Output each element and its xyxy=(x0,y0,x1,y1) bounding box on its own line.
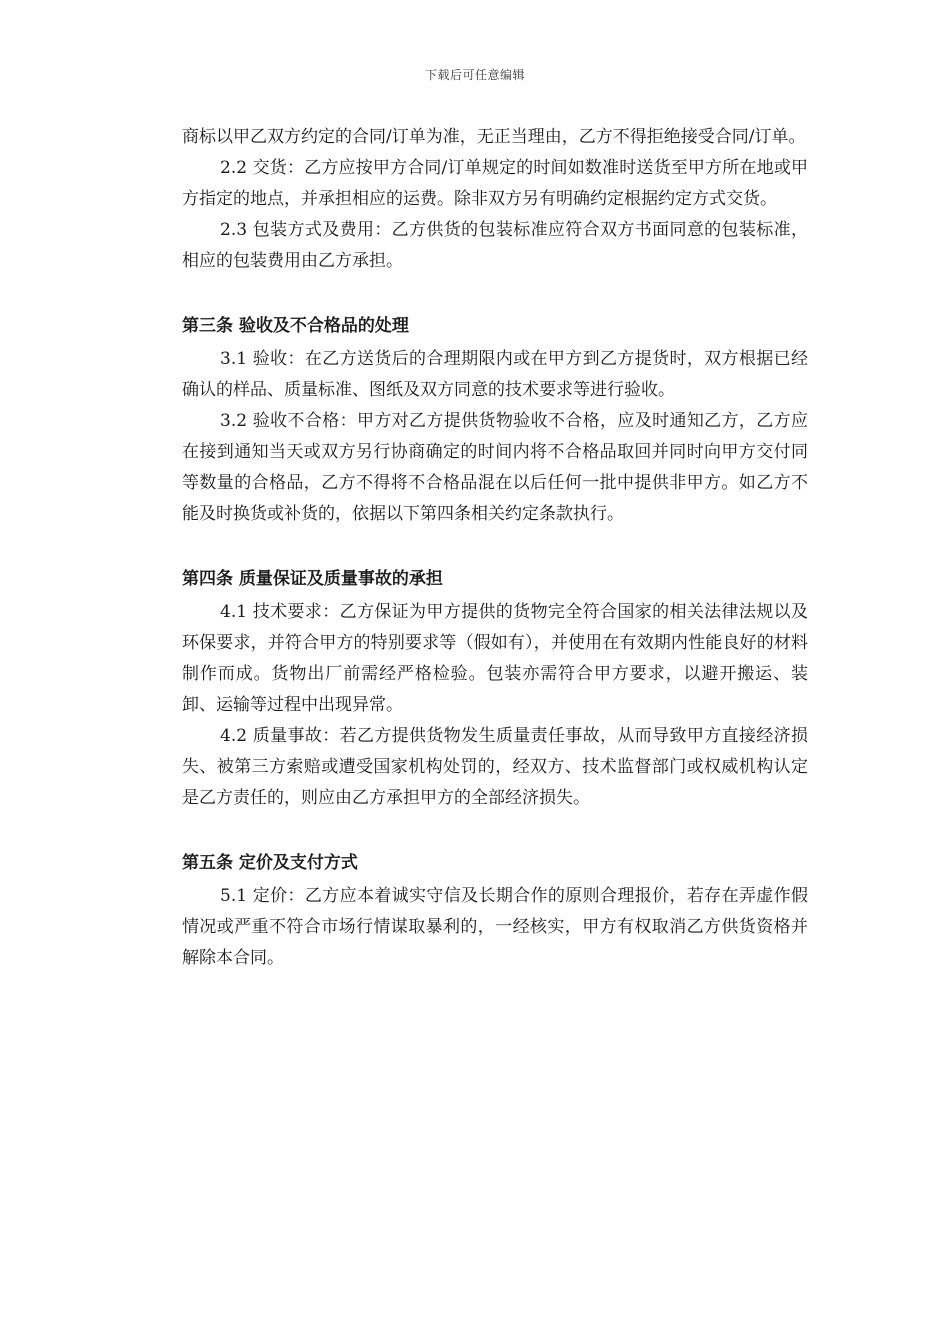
paragraph-continued: 商标以甲乙双方约定的合同/订单为准，无正当理由，乙方不得拒绝接受合同/订单。 xyxy=(182,127,806,147)
document-body xyxy=(182,122,808,974)
section-title-5: 第五条 定价及支付方式 xyxy=(182,853,358,873)
paragraph-4-1: 4.1 技术要求：乙方保证为甲方提供的货物完全符合国家的相关法律法规以及环保要求，并符合甲方的特别要求等（假如有），并使用在有效期内性能良好的材料制作而成。货物出厂前需经严格检验。包装亦需符合甲方要求，以避开搬运、装卸、运输等过程中出现异常。 xyxy=(182,602,808,715)
section-title-4: 第四条 质量保证及质量事故的承担 xyxy=(182,569,443,589)
paragraph-4-2: 4.2 质量事故：若乙方提供货物发生质量责任事故，从而导致甲方直接经济损失、被第三方索赔或遭受国家机构处罚的，经双方、技术监督部门或权威机构认定是乙方责任的，则应由乙方承担甲方的全部经济损失。 xyxy=(182,726,808,808)
paragraph-2-3: 2.3 包装方式及费用：乙方供货的包装标准应符合双方书面同意的包装标准，相应的包装费用由乙方承担。 xyxy=(182,220,808,271)
paragraph-2-2: 2.2 交货：乙方应按甲方合同/订单规定的时间如数准时送货至甲方所在地或甲方指定的地点，并承担相应的运费。除非双方另有明确约定根据约定方式交货。 xyxy=(182,158,808,209)
paragraph-5-1: 5.1 定价：乙方应本着诚实守信及长期合作的原则合理报价，若存在弄虚作假情况或严重不符合市场行情谋取暴利的，一经核实，甲方有权取消乙方供货资格并解除本合同。 xyxy=(182,886,808,968)
paragraph-3-1: 3.1 验收：在乙方送货后的合理期限内或在甲方到乙方提货时，双方根据已经确认的样品、质量标准、图纸及双方同意的技术要求等进行验收。 xyxy=(182,349,808,400)
header-note: 下载后可任意编辑 xyxy=(424,68,525,82)
section-title-3: 第三条 验收及不合格品的处理 xyxy=(182,316,409,336)
paragraph-3-2: 3.2 验收不合格：甲方对乙方提供货物验收不合格，应及时通知乙方，乙方应在接到通知当天或双方另行协商确定的时间内将不合格品取回并同时向甲方交付同等数量的合格品，乙方不得将不合格品混在以后任何一批中提供非甲方。如乙方不能及时换货或补货的，依据以下第四条相关约定条款执行。 xyxy=(182,411,808,524)
